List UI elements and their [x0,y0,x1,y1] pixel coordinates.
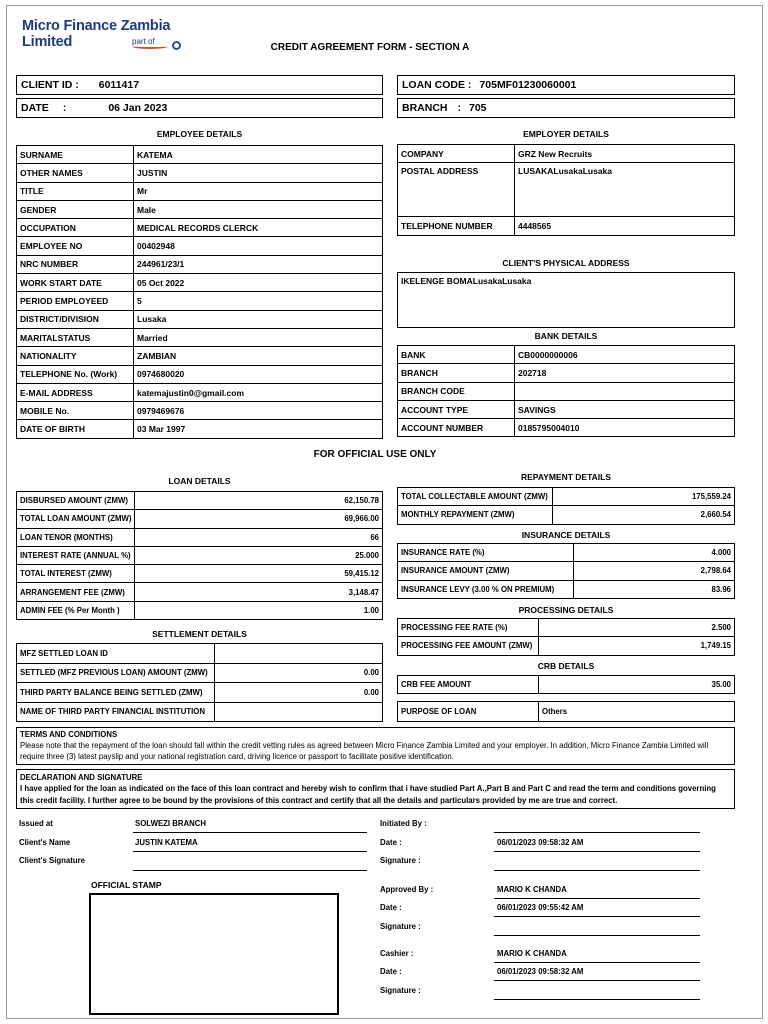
row-value: 0974680020 [134,365,383,383]
row-label: INSURANCE AMOUNT (ZMW) [398,562,574,580]
row-label: NATIONALITY [17,347,134,365]
crb-fee-label: CRB FEE AMOUNT [398,676,539,694]
row-value: Male [134,200,383,218]
row-label: TITLE [17,182,134,200]
processing-details-title: PROCESSING DETAILS [518,605,614,615]
table-row [17,546,383,564]
row-label: INSURANCE RATE (%) [398,544,574,562]
client-id-box [16,75,383,95]
approved-signature-label: Signature : [380,922,421,931]
row-value: 0.00 [215,663,383,683]
cashier-date-value: 06/01/2023 09:58:32 AM [497,967,584,976]
table-row [17,683,383,703]
row-value: 05 Oct 2022 [134,274,383,292]
processing-details-table [397,618,735,656]
row-value: 2.500 [539,619,735,637]
date-box [16,98,383,118]
row-label: BRANCH [398,364,515,382]
repayment-details-title: REPAYMENT DETAILS [520,472,612,482]
cashier-line [494,962,700,963]
date-value: 06 Jan 2023 [108,102,168,114]
employer-details-table [397,144,735,236]
table-row [17,200,383,218]
logo-ring-icon [172,41,181,50]
table-row [17,255,383,273]
cashier-label: Cashier : [380,949,414,958]
table-row [17,383,383,401]
client-name-line [133,851,367,852]
row-label: NAME OF THIRD PARTY FINANCIAL INSTITUTION [17,702,215,722]
row-label: INSURANCE LEVY (3.00 % ON PREMIUM) [398,580,574,598]
initiated-signature-label: Signature : [380,856,421,865]
company-sub: part of [132,37,155,46]
initiated-by-label: Initiated By : [380,819,427,828]
table-row [17,702,383,722]
row-value [515,382,735,400]
row-value: 25.000 [135,546,383,564]
row-label: THIRD PARTY BALANCE BEING SETTLED (ZMW) [17,683,215,703]
table-row [17,528,383,546]
table-row [17,328,383,346]
row-value: JUSTIN [134,164,383,182]
table-row [17,347,383,365]
row-value: 0979469676 [134,402,383,420]
table-row [17,237,383,255]
row-label: E-MAIL ADDRESS [17,383,134,401]
row-value: 175,559.24 [553,488,735,506]
table-row [398,364,735,382]
approved-by-line [494,898,700,899]
row-value: MEDICAL RECORDS CLERCK [134,219,383,237]
cashier-value: MARIO K CHANDA [497,949,567,958]
row-value: 0185795004010 [515,419,735,437]
row-value: 62,150.78 [135,492,383,510]
row-value [215,702,383,722]
row-value: Married [134,328,383,346]
employer-phone-label: TELEPHONE NUMBER [398,217,515,235]
table-row [17,146,383,164]
client-name-value: JUSTIN KATEMA [135,838,198,847]
loan-purpose-value: Others [539,702,735,722]
branch-label: BRANCH [402,102,448,114]
settlement-details-title: SETTLEMENT DETAILS [152,629,247,639]
physical-address-value: IKELENGE BOMALusakaLusaka [397,272,735,328]
form-title: CREDIT AGREEMENT FORM - SECTION A [270,42,470,53]
row-value: Mr [134,182,383,200]
crb-details-table [397,675,735,694]
table-row [17,601,383,619]
row-label: INTEREST RATE (ANNUAL %) [17,546,135,564]
row-label: MARITALSTATUS [17,328,134,346]
insurance-details-table [397,543,735,599]
employer-postal-value: LUSAKALusakaLusaka [515,163,735,217]
row-label: TOTAL COLLECTABLE AMOUNT (ZMW) [398,488,553,506]
table-row [17,565,383,583]
declaration-title: DECLARATION AND SIGNATURE [20,773,143,782]
row-value: 3,148.47 [135,583,383,601]
employer-company-value: GRZ New Recruits [515,145,735,163]
employee-details-table [16,145,383,439]
table-row [17,583,383,601]
table-row [398,506,735,524]
row-label: PROCESSING FEE RATE (%) [398,619,539,637]
row-value: Lusaka [134,310,383,328]
table-row [398,619,735,637]
employer-postal-label: POSTAL ADDRESS [398,163,515,217]
row-label: MFZ SETTLED LOAN ID [17,644,215,664]
cashier-date-label: Date : [380,967,402,976]
approved-date-line [494,916,700,917]
row-label: TOTAL INTEREST (ZMW) [17,565,135,583]
row-value: 59,415.12 [135,565,383,583]
loan-code-label: LOAN CODE : [402,79,472,91]
employer-phone-value: 4448565 [515,217,735,235]
table-row [398,488,735,506]
row-label: GENDER [17,200,134,218]
row-value: 4.000 [574,544,735,562]
table-row [17,644,383,664]
initiated-by-line [494,832,700,833]
approved-by-label: Approved By : [380,885,434,894]
settlement-details-table [16,643,383,722]
row-label: TOTAL LOAN AMOUNT (ZMW) [17,510,135,528]
row-value: 66 [135,528,383,546]
branch-colon: : [457,102,461,114]
row-value: SAVINGS [515,400,735,418]
table-row [398,637,735,655]
row-label: EMPLOYEE NO [17,237,134,255]
repayment-details-table [397,487,735,525]
issued-at-line [133,832,367,833]
table-row [17,164,383,182]
row-label: BANK [398,346,515,364]
terms-title: TERMS AND CONDITIONS [20,730,118,739]
table-row [17,365,383,383]
row-label: NRC NUMBER [17,255,134,273]
client-name-label: Client's Name [19,838,71,847]
table-row [398,400,735,418]
client-id-label: CLIENT ID : [21,79,79,91]
company-logo [22,18,197,64]
official-stamp-box [89,893,339,1015]
issued-at-value: SOLWEZI BRANCH [135,819,207,828]
row-label: MONTHLY REPAYMENT (ZMW) [398,506,553,524]
row-label: SURNAME [17,146,134,164]
physical-address-title: CLIENT'S PHYSICAL ADDRESS [502,258,630,268]
table-row [398,580,735,598]
row-value: 0.00 [215,683,383,703]
bank-details-table [397,345,735,437]
cashier-signature-label: Signature : [380,986,421,995]
loan-purpose-table [397,701,735,722]
table-row [17,219,383,237]
row-value: 202718 [515,364,735,382]
row-label: PROCESSING FEE AMOUNT (ZMW) [398,637,539,655]
row-value [215,644,383,664]
client-signature-line[interactable] [133,870,367,871]
row-label: LOAN TENOR (MONTHS) [17,528,135,546]
company-name: Micro Finance Zambia Limited [22,18,171,50]
table-row [398,382,735,400]
bank-details-title: BANK DETAILS [534,331,598,341]
row-label: MOBILE No. [17,402,134,420]
declaration-box [16,769,735,809]
row-value: katemajustin0@gmail.com [134,383,383,401]
table-row [17,402,383,420]
row-label: SETTLED (MFZ PREVIOUS LOAN) AMOUNT (ZMW) [17,663,215,683]
row-label: TELEPHONE No. (Work) [17,365,134,383]
loan-code-value: 705MF01230060001 [479,79,577,91]
row-value: 69,966.00 [135,510,383,528]
row-label: WORK START DATE [17,274,134,292]
insurance-details-title: INSURANCE DETAILS [521,530,611,540]
table-row [398,544,735,562]
date-label: DATE [21,102,49,114]
approved-date-value: 06/01/2023 09:55:42 AM [497,903,584,912]
crb-details-title: CRB DETAILS [537,661,595,671]
row-label: ACCOUNT TYPE [398,400,515,418]
table-row [17,492,383,510]
row-value: CB0000000006 [515,346,735,364]
crb-fee-value: 35.00 [539,676,735,694]
loan-purpose-label: PURPOSE OF LOAN [398,702,539,722]
table-row [398,562,735,580]
row-label: ARRANGEMENT FEE (ZMW) [17,583,135,601]
issued-at-label: Issued at [19,819,53,828]
official-use-title: FOR OFFICIAL USE ONLY [313,449,437,460]
table-row [17,420,383,438]
row-value: 244961/23/1 [134,255,383,273]
table-row [398,419,735,437]
approved-by-value: MARIO K CHANDA [497,885,567,894]
terms-box [16,727,735,765]
table-row [17,510,383,528]
table-row [17,274,383,292]
row-value: 2,660.54 [553,506,735,524]
row-value: 5 [134,292,383,310]
employee-details-title: EMPLOYEE DETAILS [156,129,243,139]
table-row [17,310,383,328]
initiated-signature-line[interactable] [494,870,700,871]
row-value: 00402948 [134,237,383,255]
row-value: 03 Mar 1997 [134,420,383,438]
table-row [17,663,383,683]
row-label: DATE OF BIRTH [17,420,134,438]
row-label: DISBURSED AMOUNT (ZMW) [17,492,135,510]
table-row [17,292,383,310]
cashier-signature-line[interactable] [494,999,700,1000]
row-label: OTHER NAMES [17,164,134,182]
row-value: KATEMA [134,146,383,164]
branch-value: 705 [469,102,487,114]
initiated-date-value: 06/01/2023 09:58:32 AM [497,838,584,847]
client-id-value: 6011417 [98,79,140,91]
logo-swoosh-icon [132,44,168,49]
row-label: ADMIN FEE (% Per Month ) [17,601,135,619]
row-value: 1.00 [135,601,383,619]
employer-details-title: EMPLOYER DETAILS [523,129,609,139]
loan-details-title: LOAN DETAILS [168,476,231,486]
cashier-date-line [494,980,700,981]
loan-code-box [397,75,735,95]
row-label: ACCOUNT NUMBER [398,419,515,437]
initiated-date-label: Date : [380,838,402,847]
table-row [398,346,735,364]
branch-box [397,98,735,118]
table-row [17,182,383,200]
row-label: OCCUPATION [17,219,134,237]
row-value: 2,798.64 [574,562,735,580]
approved-date-label: Date : [380,903,402,912]
terms-text: Please note that the repayment of the loan should fall within the credit vetting rules as agreed between Micro Finance Zambia Limited and your employer. In addition, Micro Finance Zambia Limited will require three (3) latest payslip and your national registration card, driving licence or passport to facilitate positive identification. [20,740,709,761]
date-colon: : [62,102,67,114]
initiated-date-line [494,851,700,852]
official-stamp-label: OFFICIAL STAMP [91,880,162,890]
loan-details-table [16,491,383,620]
row-value: ZAMBIAN [134,347,383,365]
row-label: BRANCH CODE [398,382,515,400]
approved-signature-line[interactable] [494,935,700,936]
declaration-text: I have applied for the loan as indicated on the face of this loan contract and hereby wish to confirm that i have studied Part A.,Part B and Part C and read the term and conditions governing this credit facility. I further agree to be bound by the provisions of this contract and certify that all the details and particulars provided by me are true and correct. [20,784,716,805]
client-signature-label: Client's Signature [19,856,85,865]
employer-company-label: COMPANY [398,145,515,163]
row-label: DISTRICT/DIVISION [17,310,134,328]
row-value: 1,749.15 [539,637,735,655]
row-label: PERIOD EMPLOYEED [17,292,134,310]
row-value: 83.96 [574,580,735,598]
